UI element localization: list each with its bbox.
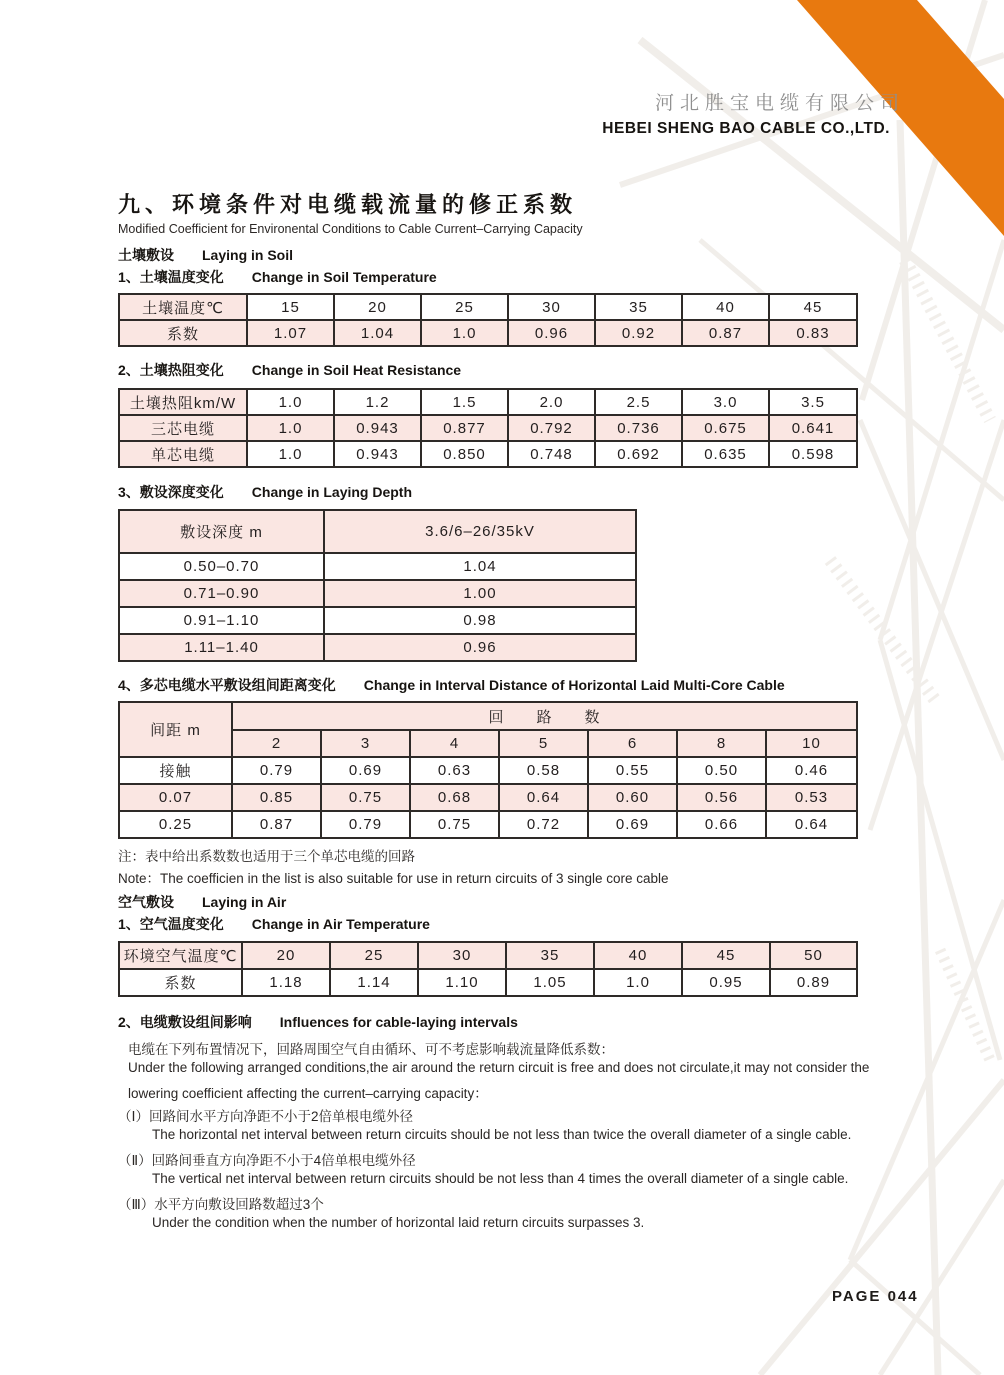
table-cell: 40 <box>594 942 682 969</box>
page-number: PAGE 044 <box>832 1288 919 1305</box>
section-laying-in-air <box>118 892 286 912</box>
table-cell: 1.5 <box>421 389 508 415</box>
paragraph-en-line2: lowering coefficient affecting the current–carrying capacity： <box>128 1086 488 1101</box>
table-interval-distance <box>118 701 858 839</box>
table-cell: 0.79 <box>232 757 321 784</box>
table-cell: 0.943 <box>334 415 421 441</box>
heading-en: Change in Interval Distance of Horizontal Laid Multi-Core Cable <box>363 677 785 693</box>
table-cell: 35 <box>506 942 594 969</box>
heading-cn: 2、电缆敷设组间影响 <box>118 1014 252 1030</box>
table-cell: 2.5 <box>595 389 682 415</box>
table-cell: 土壤温度℃ <box>119 294 247 320</box>
table-cell: 15 <box>247 294 334 320</box>
table-cell: 1.10 <box>418 969 506 996</box>
table-cell: 1.0 <box>594 969 682 996</box>
section-label-cn: 空气敷设 <box>118 894 174 910</box>
table-cell: 0.692 <box>595 441 682 467</box>
heading-en: Influences for cable-laying intervals <box>279 1014 518 1030</box>
table-cell: 30 <box>508 294 595 320</box>
table-cell: 土壤热阻km/W <box>119 389 247 415</box>
table-cell: 系数 <box>119 320 247 346</box>
table-cell: 0.64 <box>499 784 588 811</box>
table-cell: 0.98 <box>324 607 636 634</box>
table-cell: 3.5 <box>769 389 857 415</box>
table-laying-depth <box>118 509 637 662</box>
table-cell: 6 <box>588 730 677 757</box>
table-cell: 0.85 <box>232 784 321 811</box>
table-cell: 0.96 <box>508 320 595 346</box>
table-cell: 0.83 <box>769 320 857 346</box>
table-cell: 10 <box>766 730 857 757</box>
heading-cn: 1、空气温度变化 <box>118 916 224 932</box>
table-cell: 30 <box>418 942 506 969</box>
table-cell: 1.0 <box>421 320 508 346</box>
table-cell: 三芯电缆 <box>119 415 247 441</box>
table-cell: 1.0 <box>247 389 334 415</box>
table-cell: 3.6/6–26/35kV <box>324 510 636 553</box>
table-cell: 0.75 <box>321 784 410 811</box>
table-cell: 0.87 <box>232 811 321 838</box>
table-cell: 1.00 <box>324 580 636 607</box>
table-cell: 0.56 <box>677 784 766 811</box>
heading-en: Change in Soil Heat Resistance <box>251 362 462 378</box>
table-cell: 1.0 <box>247 415 334 441</box>
heading-en: Change in Laying Depth <box>251 484 413 500</box>
table-cell: 0.943 <box>334 441 421 467</box>
condition-2-cn: （Ⅱ）回路间垂直方向净距不小于4倍单根电缆外径 <box>118 1153 416 1168</box>
table-cell: 0.69 <box>588 811 677 838</box>
table-cell: 0.50–0.70 <box>119 553 324 580</box>
condition-1-cn: （Ⅰ）回路间水平方向净距不小于2倍单根电缆外径 <box>118 1109 413 1124</box>
page-title-en: Modified Coefficient for Environental Conditions to Cable Current–Carrying Capacity <box>118 222 583 236</box>
table-cell: 0.736 <box>595 415 682 441</box>
table-cell: 1.07 <box>247 320 334 346</box>
note-en: Note：The coefficien in the list is also suitable for use in return circuits of 3 single core cable <box>118 871 669 886</box>
table-cell: 间距 m <box>119 702 232 757</box>
note-cn: 注：表中给出系数数也适用于三个单芯电缆的回路 <box>118 849 415 864</box>
table-cell: 0.60 <box>588 784 677 811</box>
table-cell: 1.0 <box>247 441 334 467</box>
table-cell: 0.96 <box>324 634 636 661</box>
table-cell: 0.850 <box>421 441 508 467</box>
condition-1-en: The horizontal net interval between return circuits should be not less than twice the overall diameter of a single cable. <box>152 1127 852 1142</box>
table-cell: 环境空气温度℃ <box>119 942 242 969</box>
table-cell: 0.53 <box>766 784 857 811</box>
table-cell: 50 <box>770 942 857 969</box>
table-cell: 2 <box>232 730 321 757</box>
table-cell: 0.91–1.10 <box>119 607 324 634</box>
table-cell: 0.792 <box>508 415 595 441</box>
table-cell: 0.79 <box>321 811 410 838</box>
table-cell: 0.675 <box>682 415 769 441</box>
table-cell: 0.68 <box>410 784 499 811</box>
table-cell: 0.598 <box>769 441 857 467</box>
heading-en: Change in Soil Temperature <box>251 269 437 285</box>
table-cell: 20 <box>334 294 421 320</box>
table-air-temperature <box>118 941 858 997</box>
heading-cable-laying-intervals <box>118 1012 518 1032</box>
table-cell: 0.69 <box>321 757 410 784</box>
table-cell: 3 <box>321 730 410 757</box>
paragraph-cn: 电缆在下列布置情况下，回路周围空气自由循环、可不考虑影响载流量降低系数： <box>128 1042 614 1057</box>
table-cell: 25 <box>421 294 508 320</box>
table-cell: 1.14 <box>330 969 418 996</box>
table-cell: 敷设深度 m <box>119 510 324 553</box>
table-cell: 0.641 <box>769 415 857 441</box>
table-cell: 3.0 <box>682 389 769 415</box>
table-cell: 0.87 <box>682 320 769 346</box>
heading-en: Change in Air Temperature <box>251 916 430 932</box>
heading-cn: 3、敷设深度变化 <box>118 484 224 500</box>
table-cell: 0.635 <box>682 441 769 467</box>
heading-soil-temperature <box>118 267 437 287</box>
table-cell: 2.0 <box>508 389 595 415</box>
table-cell: 0.72 <box>499 811 588 838</box>
table-soil-heat-resistance <box>118 388 858 468</box>
table-cell: 单芯电缆 <box>119 441 247 467</box>
table-cell: 45 <box>769 294 857 320</box>
table-cell: 4 <box>410 730 499 757</box>
table-cell: 0.95 <box>682 969 770 996</box>
table-cell: 0.75 <box>410 811 499 838</box>
table-cell: 40 <box>682 294 769 320</box>
table-cell: 0.877 <box>421 415 508 441</box>
heading-soil-heat-resistance <box>118 360 461 380</box>
paragraph-en-line1: Under the following arranged conditions,the air around the return circuit is free and does not circulate,it may not consider the <box>128 1060 870 1075</box>
table-cell: 0.46 <box>766 757 857 784</box>
section-label-cn: 土壤敷设 <box>118 247 174 263</box>
table-cell: 回 路 数 <box>232 702 857 730</box>
condition-3-cn: （Ⅲ）水平方向敷设回路数超过3个 <box>118 1197 324 1212</box>
table-cell: 8 <box>677 730 766 757</box>
table-cell: 1.2 <box>334 389 421 415</box>
page-title-cn: 九、环境条件对电缆载流量的修正系数 <box>118 192 578 217</box>
section-label-en: Laying in Soil <box>202 247 294 263</box>
table-cell: 0.748 <box>508 441 595 467</box>
table-soil-temperature <box>118 293 858 347</box>
condition-2-en: The vertical net interval between return circuits should be not less than 4 times the overall diameter of a single cable. <box>152 1171 849 1186</box>
table-cell: 0.07 <box>119 784 232 811</box>
heading-cn: 4、多芯电缆水平敷设组间距离变化 <box>118 677 336 693</box>
heading-air-temperature <box>118 914 430 934</box>
table-cell: 35 <box>595 294 682 320</box>
table-cell: 1.04 <box>324 553 636 580</box>
table-cell: 0.92 <box>595 320 682 346</box>
table-cell: 系数 <box>119 969 242 996</box>
table-cell: 0.50 <box>677 757 766 784</box>
table-cell: 1.11–1.40 <box>119 634 324 661</box>
table-cell: 0.66 <box>677 811 766 838</box>
table-cell: 25 <box>330 942 418 969</box>
table-cell: 0.58 <box>499 757 588 784</box>
heading-laying-depth <box>118 482 412 502</box>
table-cell: 1.04 <box>334 320 421 346</box>
table-cell: 0.89 <box>770 969 857 996</box>
table-cell: 0.71–0.90 <box>119 580 324 607</box>
heading-cn: 1、土壤温度变化 <box>118 269 224 285</box>
table-cell: 0.63 <box>410 757 499 784</box>
section-laying-in-soil <box>118 245 293 265</box>
heading-interval-distance <box>118 675 785 695</box>
table-cell: 0.64 <box>766 811 857 838</box>
table-cell: 1.18 <box>242 969 330 996</box>
table-cell: 接触 <box>119 757 232 784</box>
heading-cn: 2、土壤热阻变化 <box>118 362 224 378</box>
table-cell: 0.55 <box>588 757 677 784</box>
table-cell: 5 <box>499 730 588 757</box>
table-cell: 1.05 <box>506 969 594 996</box>
condition-3-en: Under the condition when the number of horizontal laid return circuits surpasses 3. <box>152 1215 645 1230</box>
section-label-en: Laying in Air <box>202 894 287 910</box>
company-name-en: HEBEI SHENG BAO CABLE CO.,LTD. <box>602 120 890 137</box>
table-cell: 20 <box>242 942 330 969</box>
table-cell: 45 <box>682 942 770 969</box>
company-name-cn: 河北胜宝电缆有限公司 <box>654 93 905 114</box>
table-cell: 0.25 <box>119 811 232 838</box>
